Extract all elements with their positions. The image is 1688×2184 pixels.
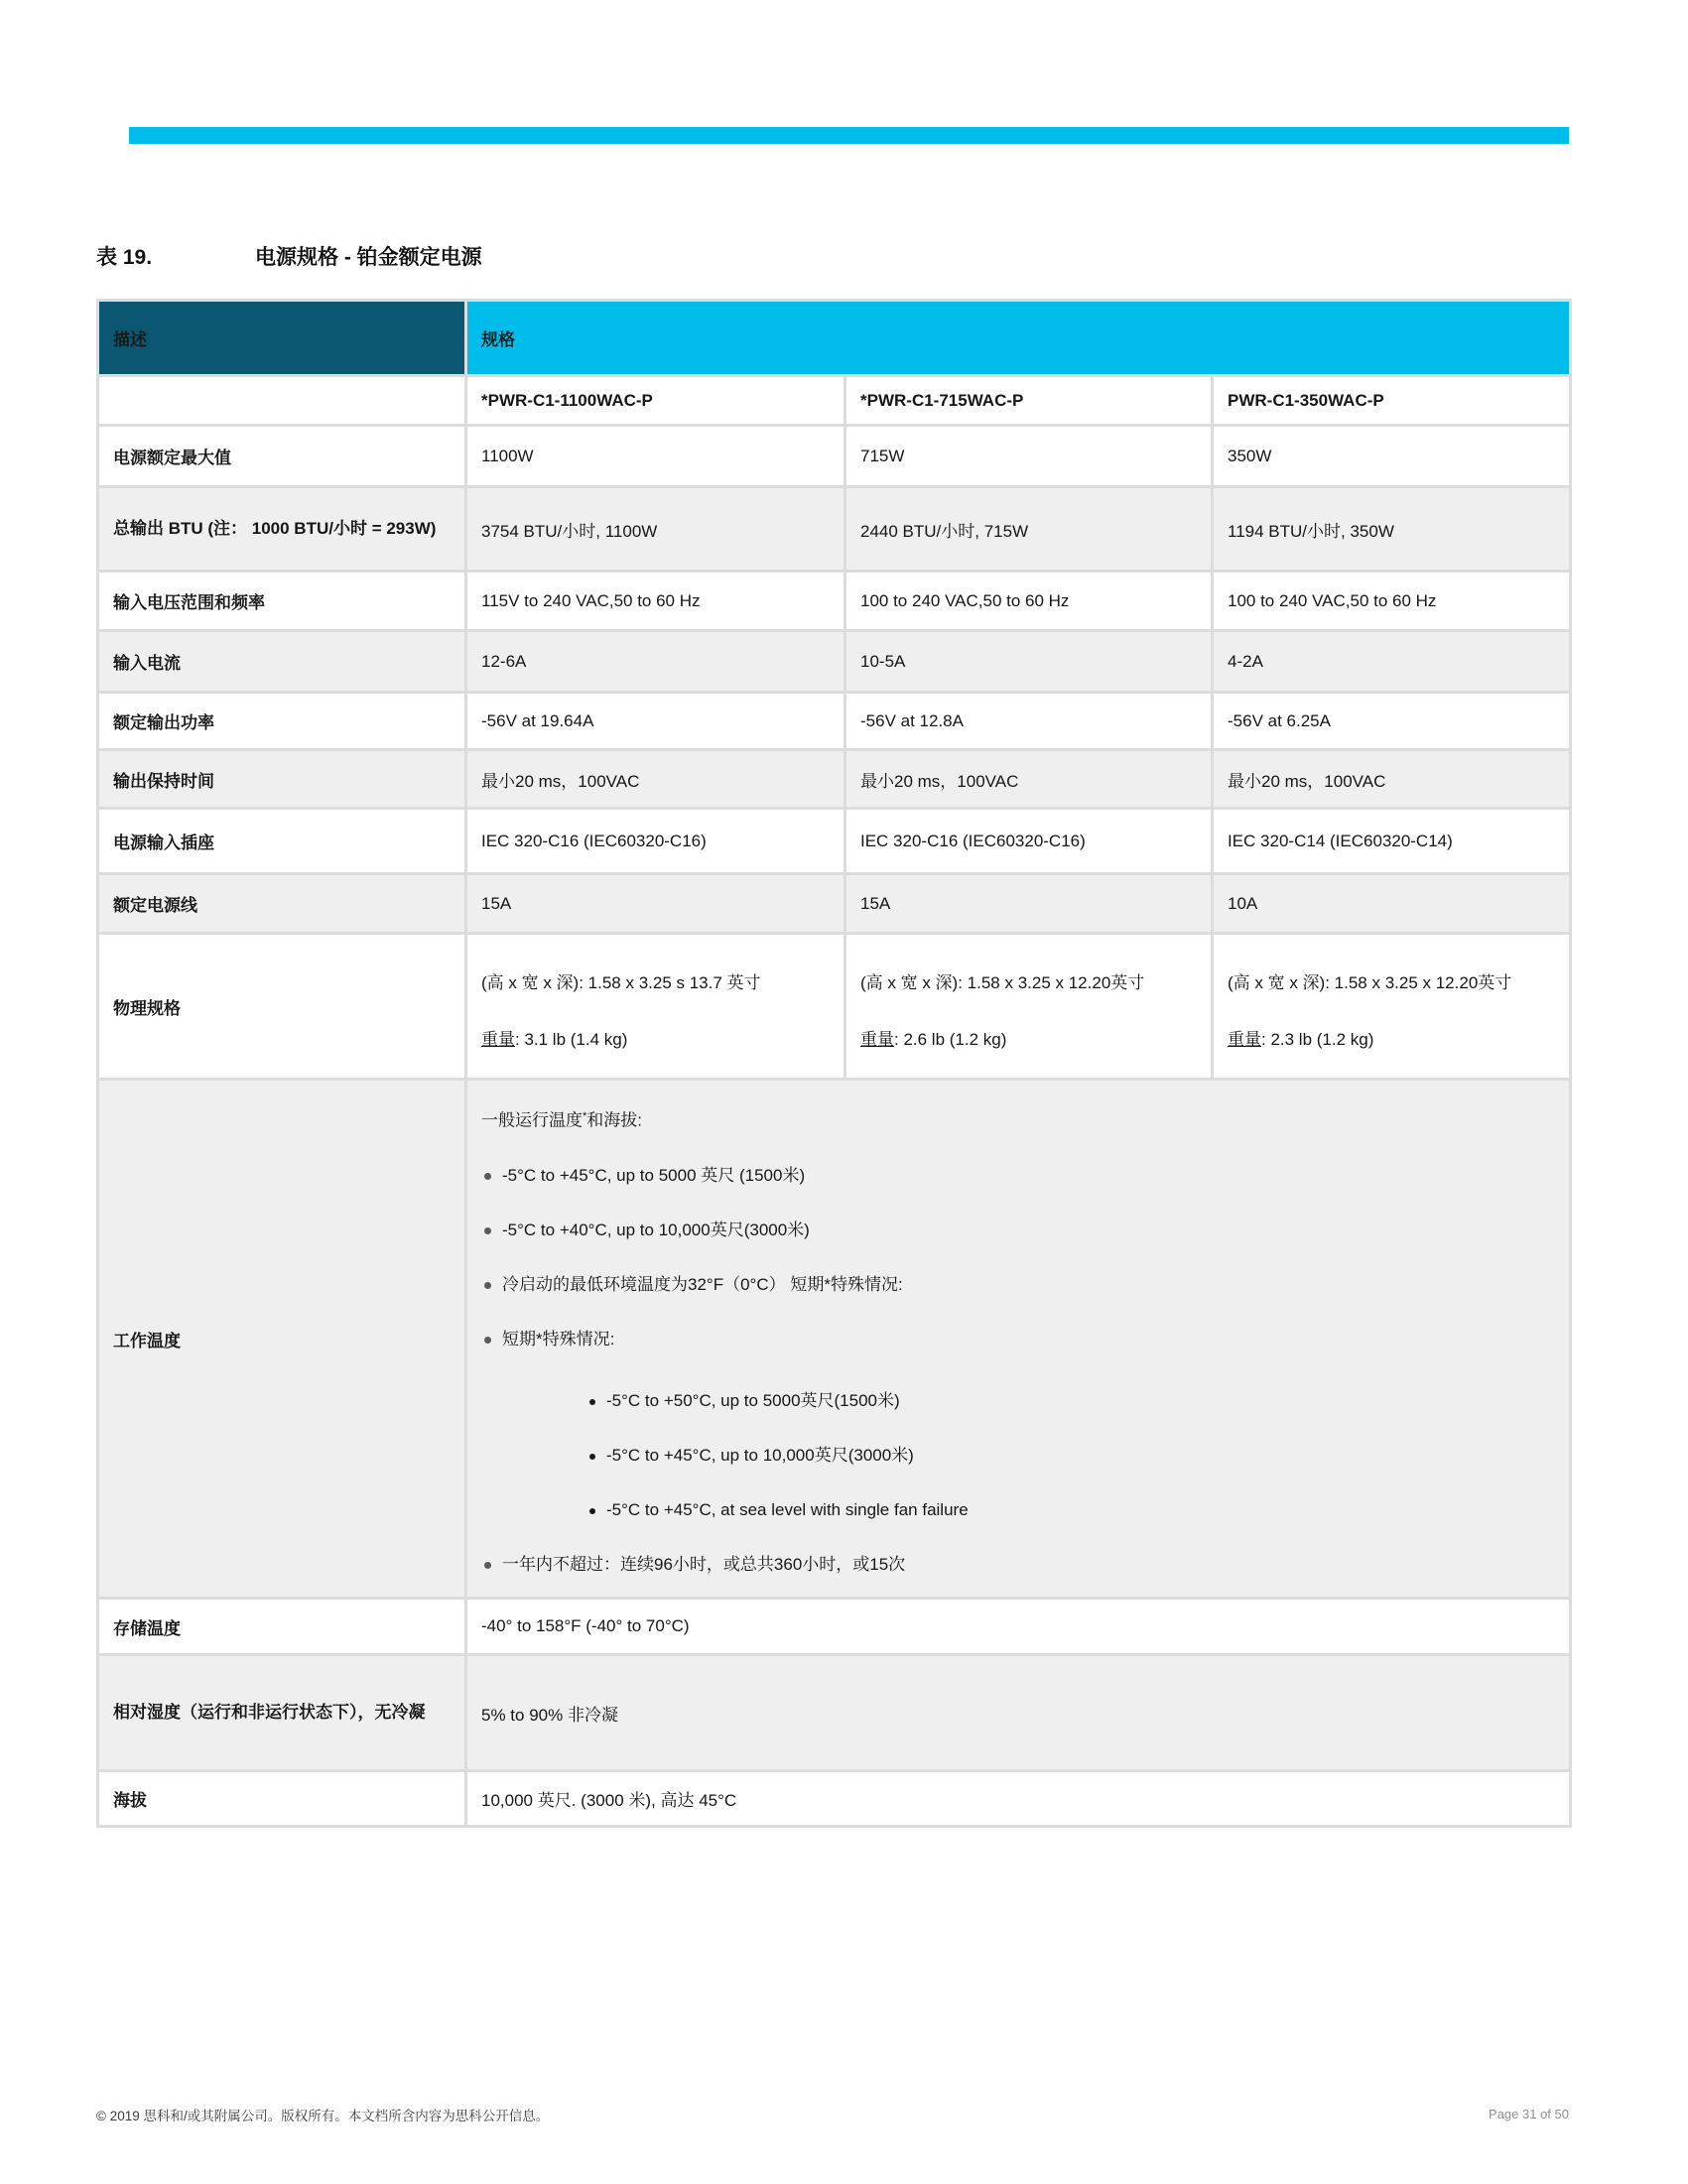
list-item — [586, 1444, 1555, 1468]
bullet-text: -5°C to +45°C, up to 10,000英尺(3000米) — [606, 1446, 914, 1466]
spec-value: 15A — [845, 874, 1213, 934]
dimensions-text: (高 x 宽 x 深): 1.58 x 3.25 x 12.20英寸 — [1228, 973, 1512, 993]
empty-cell — [98, 376, 466, 426]
spec-value: -56V at 6.25A — [1213, 693, 1571, 750]
list-item — [481, 1553, 1555, 1577]
bullet-icon — [484, 1562, 491, 1569]
model-header-row — [98, 376, 1571, 426]
intro-text: 一般运行温度 — [481, 1110, 583, 1130]
table-row — [98, 487, 1571, 572]
weight-label: 重量 — [481, 1029, 515, 1049]
spec-value: 最小20 ms，100VAC — [466, 750, 845, 809]
row-label: 总输出 BTU (注： 1000 BTU/小时 = 293W) — [98, 487, 466, 572]
row-label: 海拔 — [98, 1771, 466, 1827]
weight-value: : 2.3 lb (1.2 kg) — [1261, 1029, 1374, 1049]
table-row — [98, 1771, 1571, 1827]
table-row — [98, 572, 1571, 631]
bullet-text: 一年内不超过：连续96小时，或总共360小时，或15次 — [502, 1555, 906, 1575]
bullet-icon — [589, 1508, 595, 1514]
dimensions-text: (高 x 宽 x 深): 1.58 x 3.25 s 13.7 英寸 — [481, 973, 761, 993]
row-label: 物理规格 — [98, 934, 466, 1080]
operating-temp-cell — [466, 1080, 1571, 1599]
bullet-icon — [484, 1227, 491, 1234]
list-item — [481, 1273, 1555, 1297]
table-row — [98, 1599, 1571, 1655]
bullet-icon — [589, 1454, 595, 1460]
bullet-icon — [484, 1173, 491, 1180]
spec-value: IEC 320-C14 (IEC60320-C14) — [1213, 809, 1571, 874]
spec-value: -40° to 158°F (-40° to 70°C) — [466, 1599, 1571, 1655]
top-accent-bar — [129, 127, 1569, 144]
table-header-row — [98, 301, 1571, 376]
bullet-text: -5°C to +45°C, up to 5000 英尺 (1500米) — [502, 1166, 806, 1186]
operating-intro — [481, 1104, 1555, 1133]
spec-value: IEC 320-C16 (IEC60320-C16) — [845, 809, 1213, 874]
weight-label: 重量 — [1228, 1029, 1261, 1049]
list-item — [586, 1389, 1555, 1413]
weight-value: : 2.6 lb (1.2 kg) — [894, 1029, 1007, 1049]
model-name: *PWR-C1-715WAC-P — [845, 376, 1213, 426]
spec-value: 1100W — [466, 426, 845, 487]
table-row — [98, 631, 1571, 693]
list-item — [586, 1498, 1555, 1522]
header-spec: 规格 — [466, 301, 1571, 376]
spec-value: 10,000 英尺. (3000 米), 高达 45°C — [466, 1771, 1571, 1827]
row-label: 额定输出功率 — [98, 693, 466, 750]
spec-value: 最小20 ms，100VAC — [845, 750, 1213, 809]
weight-text — [1228, 1025, 1555, 1050]
spec-value: 15A — [466, 874, 845, 934]
spec-value: 100 to 240 VAC,50 to 60 Hz — [1213, 572, 1571, 631]
physical-spec-row — [98, 934, 1571, 1080]
bullet-text: -5°C to +40°C, up to 10,000英尺(3000米) — [502, 1220, 810, 1240]
weight-text — [860, 1025, 1197, 1050]
row-label: 存储温度 — [98, 1599, 466, 1655]
bullet-text: -5°C to +50°C, up to 5000英尺(1500米) — [606, 1391, 900, 1411]
row-label: 额定电源线 — [98, 874, 466, 934]
spec-value: 3754 BTU/小时, 1100W — [466, 487, 845, 572]
spec-value: -56V at 12.8A — [845, 693, 1213, 750]
table-number: 表 19. — [96, 246, 153, 269]
table-row — [98, 874, 1571, 934]
row-label: 输入电压范围和频率 — [98, 572, 466, 631]
table-caption — [96, 241, 482, 271]
header-desc: 描述 — [98, 301, 466, 376]
table-row — [98, 426, 1571, 487]
spec-value: IEC 320-C16 (IEC60320-C16) — [466, 809, 845, 874]
footnote-asterisk: * — [583, 1109, 587, 1122]
spec-value: 715W — [845, 426, 1213, 487]
weight-text — [481, 1025, 830, 1050]
row-label: 输出保持时间 — [98, 750, 466, 809]
operating-temp-row — [98, 1080, 1571, 1599]
row-label: 电源额定最大值 — [98, 426, 466, 487]
intro-text: 和海拔: — [586, 1110, 643, 1130]
spec-value: 12-6A — [466, 631, 845, 693]
table-row — [98, 1655, 1571, 1771]
spec-value: 最小20 ms，100VAC — [1213, 750, 1571, 809]
model-name: PWR-C1-350WAC-P — [1213, 376, 1571, 426]
table-title: 电源规格 - 铂金额定电源 — [255, 246, 482, 269]
row-label: 电源输入插座 — [98, 809, 466, 874]
spec-value: 1194 BTU/小时, 350W — [1213, 487, 1571, 572]
list-item — [481, 1164, 1555, 1188]
spec-value: 10A — [1213, 874, 1571, 934]
bullet-icon — [589, 1399, 595, 1405]
table-row — [98, 809, 1571, 874]
model-name: *PWR-C1-1100WAC-P — [466, 376, 845, 426]
spec-value: -56V at 19.64A — [466, 693, 845, 750]
bullet-text: 冷启动的最低环境温度为32°F（0°C） 短期*特殊情况: — [502, 1275, 903, 1295]
spec-value: 5% to 90% 非冷凝 — [466, 1655, 1571, 1771]
spec-value — [466, 934, 845, 1080]
weight-value: : 3.1 lb (1.4 kg) — [515, 1029, 628, 1049]
spec-value: 100 to 240 VAC,50 to 60 Hz — [845, 572, 1213, 631]
list-item — [481, 1219, 1555, 1242]
spec-value: 115V to 240 VAC,50 to 60 Hz — [466, 572, 845, 631]
list-item — [481, 1328, 1555, 1351]
bullet-text: -5°C to +45°C, at sea level with single fan failure — [606, 1500, 969, 1520]
bullet-icon — [484, 1337, 491, 1344]
spec-value: 350W — [1213, 426, 1571, 487]
dimensions-text: (高 x 宽 x 深): 1.58 x 3.25 x 12.20英寸 — [860, 973, 1145, 993]
bullet-icon — [484, 1282, 491, 1289]
spec-value: 10-5A — [845, 631, 1213, 693]
row-label: 工作温度 — [98, 1080, 466, 1599]
footer-copyright: © 2019 思科和/或其附属公司。版权所有。本文档所含内容为思科公开信息。 — [96, 2109, 550, 2123]
spec-value: 4-2A — [1213, 631, 1571, 693]
footer-page-number: Page 31 of 50 — [1489, 2107, 1569, 2121]
table-row — [98, 750, 1571, 809]
spec-value — [1213, 934, 1571, 1080]
row-label: 相对湿度（运行和非运行状态下），无冷凝 — [98, 1655, 466, 1771]
spec-value — [845, 934, 1213, 1080]
weight-label: 重量 — [860, 1029, 894, 1049]
row-label: 输入电流 — [98, 631, 466, 693]
power-spec-table — [96, 299, 1572, 1828]
bullet-text: 短期*特殊情况: — [502, 1330, 615, 1349]
table-row — [98, 693, 1571, 750]
spec-value: 2440 BTU/小时, 715W — [845, 487, 1213, 572]
